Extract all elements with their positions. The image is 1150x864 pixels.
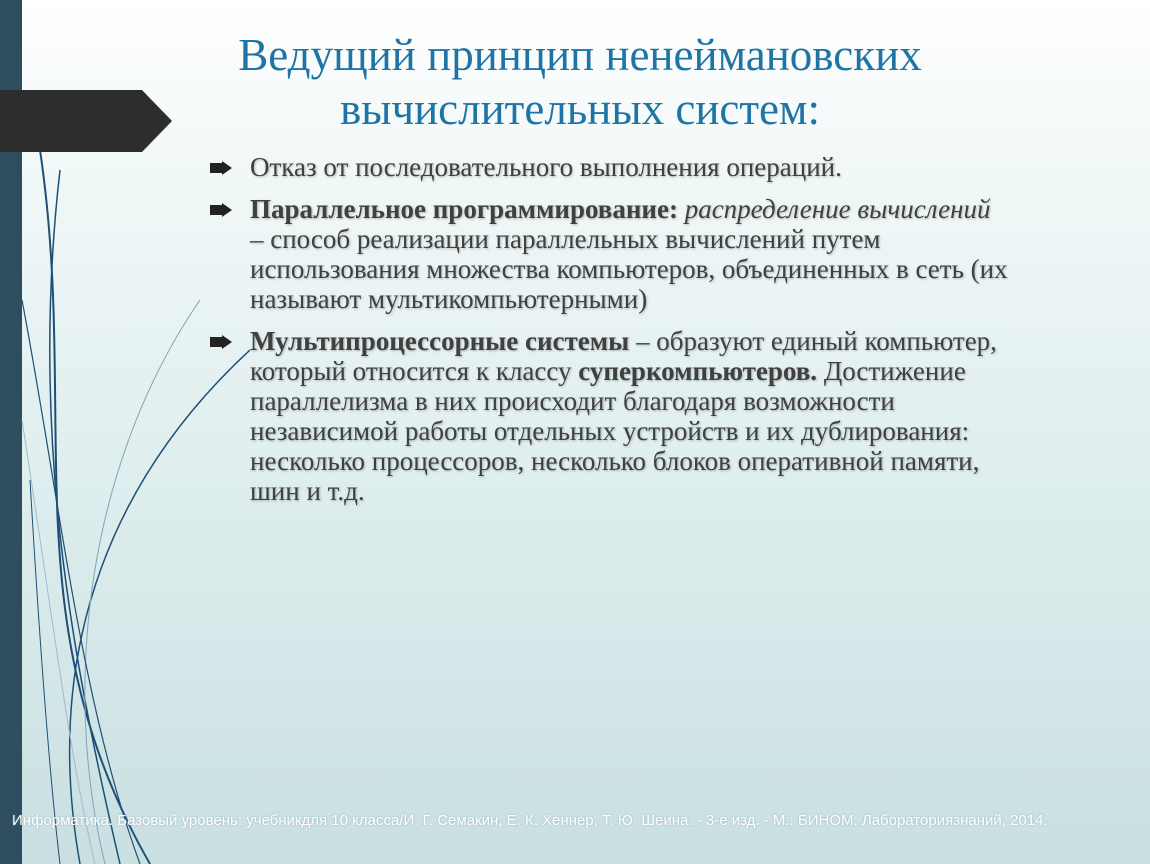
bullet-text: – образуют единый компьютер, который относится к классу — [250, 326, 997, 386]
bullet-item — [210, 152, 1010, 182]
bullet-item — [210, 326, 1010, 506]
arrow-bullet-icon — [210, 203, 232, 217]
bullet-italic-term: распределение вычислений — [684, 194, 991, 224]
slide-title: Ведущий принцип ненеймановских вычислительных систем: — [238, 30, 922, 134]
bullet-bold-term-2: суперкомпьютеров. — [578, 356, 818, 386]
bullet-bold-term: Мультипроцессорные системы — [250, 326, 630, 356]
bullet-bold-term: Параллельное программирование: — [250, 194, 678, 224]
bullet-list — [210, 152, 1010, 518]
arrow-bullet-icon — [210, 335, 232, 349]
bullet-text-2: Достижение параллелизма в них происходит благодаря возможности независимой работы отдельных устройств и их дублирования: несколько процессоров, несколько блоков оперативной памяти, шин и т.д. — [250, 356, 980, 506]
arrow-tab-icon — [0, 90, 172, 152]
source-citation: Информатика. Базовый уровень: учебникдля 10 класса/И. Г. Семакин, Е. К. Хеннер, Т. Ю. Шеина. - 3-е изд. - М.: БИНОМ. Лабораториязнаний, 2014. — [12, 812, 1048, 829]
arrow-bullet-icon — [210, 161, 232, 175]
bullet-item — [210, 194, 1010, 314]
bullet-text: – способ реализации параллельных вычислений путем использования множества компьютеров, объединенных в сеть (их называют мультикомпьютерными) — [250, 224, 1008, 314]
bullet-text: Отказ от последовательного выполнения операций. — [250, 152, 842, 182]
